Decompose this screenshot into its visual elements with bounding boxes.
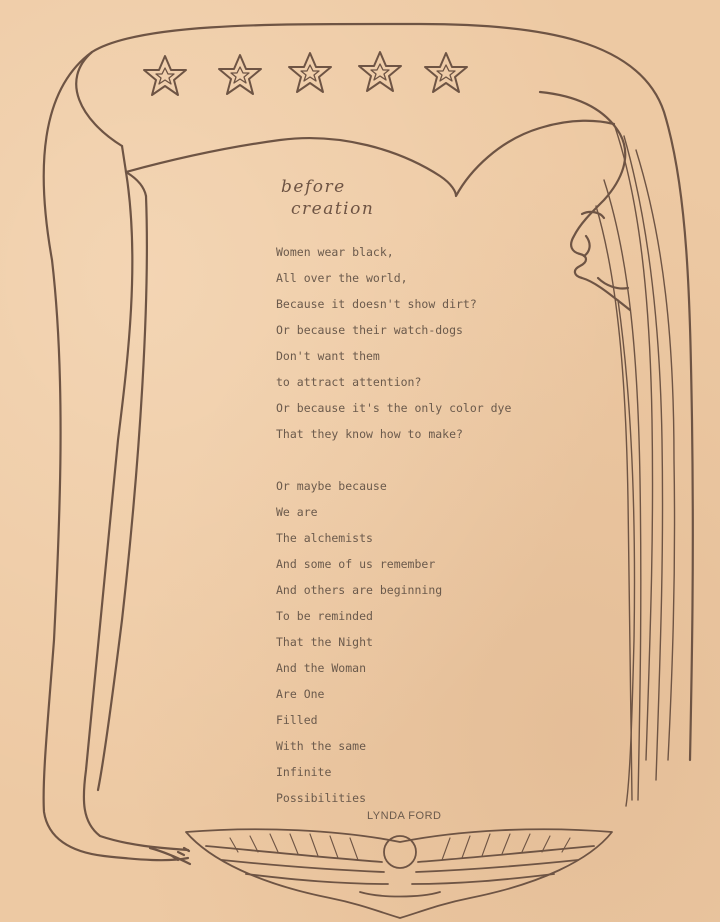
poem-line: And some of us remember — [276, 557, 436, 571]
poem-line: That the Night — [276, 635, 373, 649]
poem-line: And the Woman — [276, 661, 367, 675]
stars-row — [144, 52, 467, 95]
leg-inner — [84, 146, 188, 850]
poem-line: All over the world, — [276, 271, 408, 285]
title-line-2: creation — [291, 199, 375, 219]
brow — [582, 212, 604, 218]
poem-line: to attract attention? — [276, 375, 422, 389]
poem-line: Filled — [276, 713, 318, 727]
poem-line: The alchemists — [276, 531, 373, 545]
ear — [584, 236, 590, 256]
poem-line: And others are beginning — [276, 583, 443, 597]
hair — [596, 124, 675, 806]
star-icon — [219, 55, 261, 94]
star-icon — [359, 52, 401, 91]
poem-line: Are One — [276, 687, 325, 701]
poem-title — [281, 176, 374, 220]
poem-line: Don't want them — [276, 349, 380, 363]
star-icon — [289, 53, 331, 92]
winged-disk — [186, 829, 612, 918]
poem-line: With the same — [276, 739, 367, 753]
poem-line: Women wear black, — [276, 245, 394, 259]
poem-line: Infinite — [276, 765, 332, 779]
poem-line: Or maybe because — [276, 479, 387, 493]
frame-inner-left — [98, 196, 147, 790]
poem-line: Or because their watch-dogs — [276, 323, 463, 337]
figure-outline — [76, 24, 693, 760]
author-credit: LYNDA FORD — [367, 810, 442, 822]
poem-line: Possibilities — [276, 791, 367, 805]
title-line-1: before — [281, 177, 346, 197]
poem-line: We are — [276, 505, 318, 519]
star-icon — [144, 56, 186, 95]
poem-line: That they know how to make? — [276, 427, 463, 441]
poem-line: To be reminded — [276, 609, 373, 623]
poem-line: Because it doesn't show dirt? — [276, 297, 477, 311]
star-icon — [425, 53, 467, 92]
poem-line: Or because it's the only color dye — [276, 401, 512, 415]
